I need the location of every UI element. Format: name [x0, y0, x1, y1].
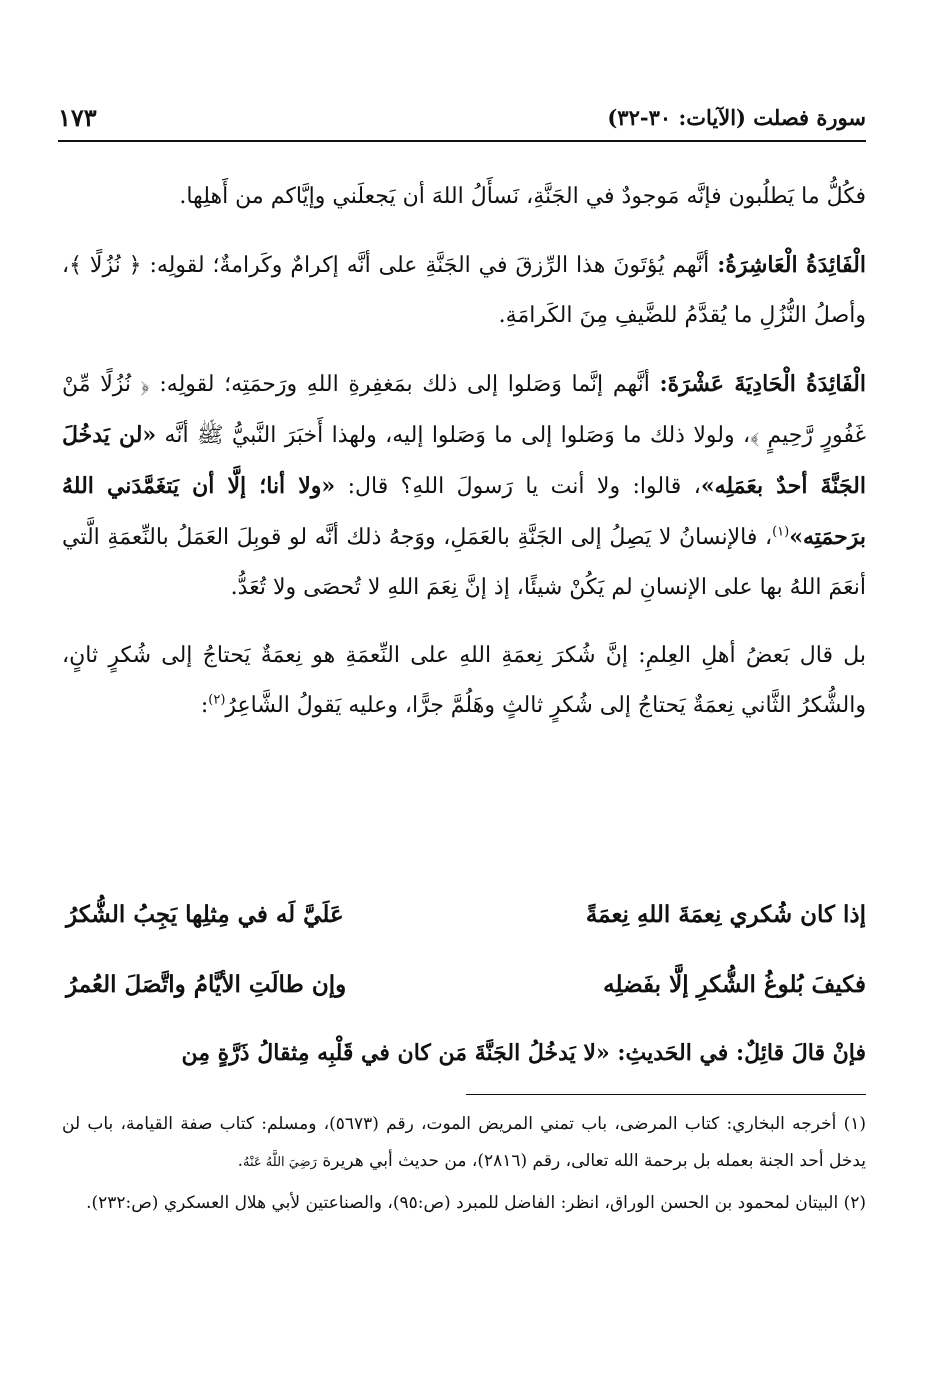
poem-verse-2 — [66, 960, 866, 1010]
verse-1-second-hemistich: عَلَيَّ لَه في مِثلِها يَجِبُ الشُّكرُ — [66, 901, 344, 928]
hadith-quote-b: «ولا أنا؛ إلَّا أن يَتغَمَّدَني اللهُ برَحمَتِه» — [62, 473, 866, 550]
final-line: فإنْ قالَ قائِلٌ: في الحَديثِ: «لا يَدخُلُ الجَنَّةَ مَن كان في قَلْبِه مِثقالُ ذَرَّةٍ مِن — [181, 1040, 866, 1066]
footnotes — [62, 1106, 866, 1226]
honorific-phrase: رَضِيَ اللَّهُ عَنْهُ — [243, 1155, 317, 1170]
benefit-10-text: أنَّهم يُؤتَونَ هذا الرِّزقَ في الجَنَّةِ على أنَّه إكرامٌ وكَرامةٌ؛ لقولِه: ﴿ نُزُلًا ﴾، وأصلُ النُّزُلِ ما يُقدَّمُ للضَّيفِ مِنَ الكَرامَةِ. — [62, 253, 866, 328]
page-number: ١٧٣ — [58, 103, 97, 132]
benefit-11-text-c: ، فالإنسانُ لا يَصِلُ إلى الجَنَّةِ بالعَمَلِ، ووَجهُ ذلك أنَّه لو قوبِلَ العَمَلُ بالنِّعمَةِ الَّتي أنعَمَ اللهُ بها على الإنسانِ لم يَكُنْ شيئًا، إذ إنَّ نِعَمَ اللهِ لا تُحصَى ولا تُعَدُّ. — [62, 525, 866, 600]
benefit-10-heading: الْفَائِدَةُ الْعَاشِرَةُ: — [717, 252, 866, 278]
verse-1-first-hemistich: إذا كان شُكري نِعمَةَ اللهِ نِعمَةً — [585, 901, 866, 928]
verse-2-second-hemistich: وإن طالَتِ الأيَّامُ واتَّصَلَ العُمرُ — [66, 971, 347, 998]
verse-2-first-hemistich: فكيفَ بُلوغُ الشُّكرِ إلَّا بفَضلِه — [603, 971, 866, 998]
paragraph-scholars — [62, 631, 866, 731]
benefit-11-text-a: أنَّهم إنَّما وَصَلوا إلى ذلك بمَغفِرةِ اللهِ ورَحمَتِه؛ لقولِه: ﴿ نُزُلًا مِّنْ غَفُورٍ رَّحِيمٍ ﴾، ولولا ذلك ما وَصَلوا إلى ما وَصَلوا إليه، ولهذا أَخبَرَ النَّبيُّ ﷺ أنَّه — [62, 372, 866, 448]
footnote-divider — [466, 1094, 866, 1095]
poem-verse-1 — [66, 890, 866, 940]
footnote-marker-1[interactable]: (١) — [772, 524, 790, 540]
footnote-marker-2[interactable]: (٢) — [208, 692, 226, 708]
footnote-2-text: (٢) البيتان لمحمود بن الحسن الوراق، انظر: الفاضل للمبرد (ص:٩٥)، والصناعتين لأبي هلال العسكري (ص:٢٣٢). — [86, 1193, 866, 1213]
hadith-quote-a: «لن يَدخُلَ الجَنَّةَ أحدٌ بعَمَلِه» — [62, 422, 866, 499]
running-title: سورة فصلت (الآيات: ٣٠-٣٢) — [607, 105, 866, 130]
main-text — [62, 172, 866, 749]
paragraph-benefit-10 — [62, 240, 866, 341]
scholars-text: بل قال بَعضُ أهلِ العِلمِ: إنَّ شُكرَ نِعمَةِ اللهِ على النِّعمَةِ هو نِعمَةٌ يَحتاجُ إلى شُكرٍ ثانٍ، والشُّكرُ الثَّاني نِعمَةٌ يَحتاجُ إلى شُكرٍ ثالثٍ وهَلُمَّ جرًّا، وعليه يَقولُ الشَّاعِرُ — [62, 643, 866, 718]
footnote-1-end: . — [237, 1151, 244, 1171]
paragraph-1 — [62, 172, 866, 222]
footnote-1-text: (١) أخرجه البخاري: كتاب المرضى، باب تمني المريض الموت، رقم (٥٦٧٣)، ومسلم: كتاب صفة القيامة، باب لن يدخل أحد الجنة بعمله بل برحمة الله تعالى، رقم (٢٨١٦)، من حديث أبي هريرة — [62, 1114, 866, 1171]
benefit-11-heading: الْفَائِدَةُ الْحَادِيَةَ عَشْرَةَ: — [659, 371, 866, 397]
footnote-1 — [62, 1106, 866, 1181]
page-header — [58, 100, 866, 142]
footnote-2 — [62, 1185, 866, 1222]
scholars-text-end: : — [200, 693, 209, 718]
paragraph-benefit-11 — [62, 359, 866, 613]
benefit-11-text-b: ، قالوا: ولا أنت يا رَسولَ اللهِ؟ قال: — [335, 474, 701, 499]
paragraph-1-text: فكُلُّ ما يَطلُبون فإنَّه مَوجودٌ في الجَنَّةِ، نَسأَلُ اللهَ أن يَجعلَني وإيَّاكم من أَهلِها. — [179, 184, 866, 209]
